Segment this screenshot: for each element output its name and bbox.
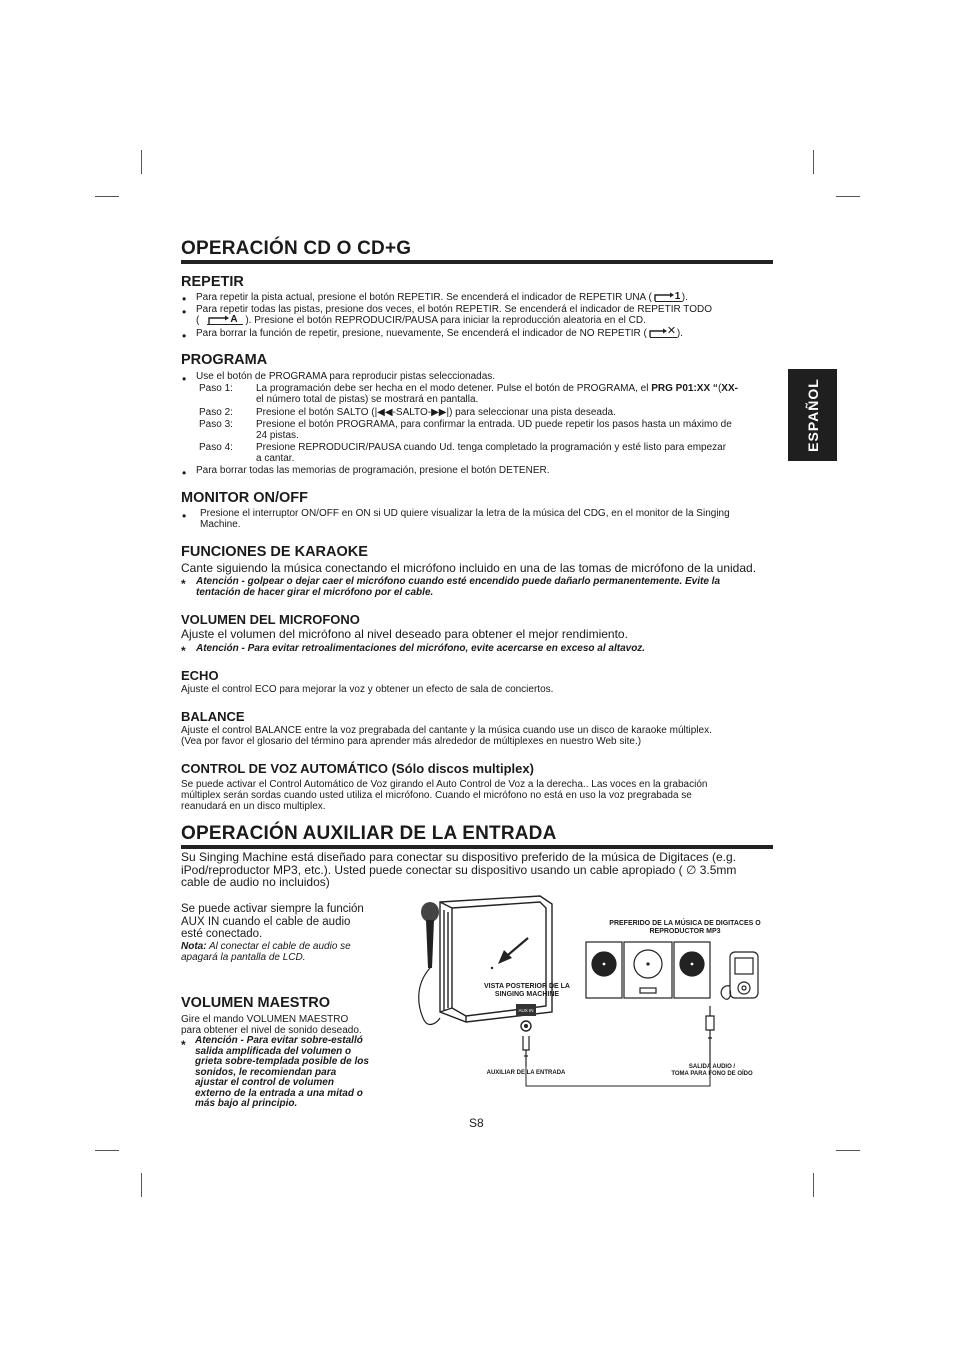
monitor-line2: Machine.: [200, 519, 241, 530]
karaoke-text: Cante siguiendo la música conectando el micrófono incluido en una de las tomas de micrófono de la unidad.: [181, 561, 757, 575]
bullet: •: [182, 329, 187, 343]
aux-note-line2: apagará la pantalla de LCD.: [181, 952, 306, 963]
step-3-text: [256, 419, 773, 441]
stereo-system-illustration: [586, 942, 710, 998]
microphone-illustration: [419, 902, 440, 1024]
step-label: Paso 3:: [199, 419, 233, 430]
singing-machine-rear-illustration: [440, 896, 552, 1022]
vm-warning-line: Atención - Para evitar sobre-estalló: [195, 1035, 363, 1046]
aux-note-line1: [181, 941, 386, 952]
asterisk: *: [181, 577, 186, 591]
step-label: Paso 4:: [199, 442, 233, 453]
repetir-bullet-1-text: Para repetir la pista actual, presione el botón REPETIR. Se encenderá el indicador de REPETIR UNA (: [196, 292, 652, 303]
step-3-line2: 24 pistas.: [256, 430, 299, 441]
step-1-mid: (: [717, 383, 722, 394]
paren-open: (: [196, 315, 200, 326]
crop-mark: [836, 1150, 860, 1151]
language-tab: [788, 369, 837, 461]
heading-balance: BALANCE: [181, 709, 245, 724]
bullet: •: [182, 466, 187, 480]
step-3-line1: Presione el botón PROGRAMA, para confirmar la entrada. UD puede repetir los pasos hasta un máximo de: [256, 419, 732, 430]
volumen-maestro-line1: Gire el mando VOLUMEN MAESTRO: [181, 1014, 349, 1025]
balance-line2: (Vea por favor el glosario del término para aprender más alrededor de múltiplexes en nuestro Web site.): [181, 736, 642, 747]
heading-volumen-maestro: VOLUMEN MAESTRO: [181, 995, 331, 1011]
repetir-bullet-1-end: ).: [681, 292, 688, 303]
volumen-maestro-text: [181, 1014, 386, 1036]
repetir-bullet-1: [196, 292, 776, 303]
step-1-line2: el número total de pistas) se mostrará en pantalla.: [256, 394, 479, 405]
label-preferred-device: PREFERIDO DE LA MÚSICA DE DIGITACES O REPRODUCTOR MP3: [609, 920, 761, 935]
step-1-bold: PRG P01:XX “: [651, 383, 718, 394]
vm-warning-line: ajustar el control de volumen: [195, 1077, 334, 1088]
balance-line1: Ajuste el control BALANCE entre la voz pregrabada del cantante y la música cuando use un disco de karaoke múltiplex.: [181, 725, 712, 736]
label-audio-out-line2: TOMA PARA FONO DE OÍDO: [671, 1071, 753, 1077]
volumen-mic-text: Ajuste el volumen del micrófono al nivel deseado para obtener el mejor rendimiento.: [181, 627, 628, 641]
aux-in-label: AUX IN: [518, 1008, 534, 1013]
step-4-line1: Presione REPRODUCIR/PAUSA cuando Ud. tenga completado la programación y esté listo para empezar: [256, 442, 727, 453]
aux-note-text: Al conectar el cable de audio se: [206, 941, 351, 952]
repetir-bullet-3: [196, 325, 776, 339]
label-audio-out-line1: SALIDA AUDIO /: [688, 1064, 736, 1070]
programa-clear: Para borrar todas las memorias de programación, presione el botón DETENER.: [196, 465, 550, 476]
aux-activate-line3: esté conectado.: [181, 928, 263, 940]
heading-karaoke: FUNCIONES DE KARAOKE: [181, 544, 368, 560]
label-audio-out: [660, 1064, 764, 1078]
label-aux-input: AUXILIAR DE LA ENTRADA: [486, 1070, 566, 1076]
control-voz-line2: múltiplex serán sordas cuando usted utiliza el micrófono. Cuando el micrófono no está en uso la voz pregrabada se: [181, 790, 692, 801]
repetir-bullet-2: [196, 304, 773, 326]
no-repeat-glyph: ✕: [666, 325, 677, 338]
aux-note: [181, 941, 386, 963]
heading-volumen-mic: VOLUMEN DEL MICROFONO: [181, 612, 360, 627]
step-1-text: [256, 383, 773, 405]
aux-intro-line3: cable de audio no incluidos): [181, 875, 330, 889]
control-voz-line1: Se puede activar el Control Automático de Voz girando el Auto Control de Voz a la derecha.. Las voces en la grabación: [181, 779, 708, 790]
control-voz-text: [181, 779, 773, 812]
aux-intro-line1: Su Singing Machine está diseñado para conectar su dispositivo preferido de la música de Digitaces (e.g.: [181, 850, 736, 864]
label-rear-view: VISTA POSTERIOR DE LA SINGING MACHINE: [484, 983, 570, 998]
page-number: S8: [469, 1116, 484, 1130]
crop-mark: [141, 150, 142, 174]
repetir-bullet-2-line2: [196, 315, 773, 326]
heading-echo: ECHO: [181, 668, 219, 683]
step-label: Paso 2:: [199, 407, 233, 418]
repeat-all-glyph: A: [230, 314, 238, 326]
repetir-bullet-3-text: Para borrar la función de repetir, presione, nuevamente, Se encenderá el indicador de NO REPETIR (: [196, 328, 647, 339]
vm-warning-line: grieta sobre-templada posible de los: [195, 1056, 369, 1067]
aux-activate-line1: Se puede activar siempre la función: [181, 903, 364, 915]
volumen-mic-warning: Atención - Para evitar retroalimentaciones del micrófono, evite acercarse en exceso al altavoz.: [196, 643, 646, 654]
aux-note-label: Nota:: [181, 941, 207, 952]
audio-plug-left: [523, 1036, 529, 1066]
vm-warning-line: externo de la entrada a una mitad o: [195, 1087, 363, 1099]
step-1-text-pre: La programación debe ser hecha en el modo detener. Pulse el botón de PROGRAMA, el: [256, 383, 652, 394]
bullet: •: [182, 305, 187, 319]
repeat-one-icon: [652, 292, 682, 302]
aux-intro-line2: iPod/reproductor MP3, etc.). Usted puede conectar su dispositivo usando un cable apropiado ( ∅ 3.5mm: [181, 862, 737, 877]
control-voz-line3: reanudará en un disco multiplex.: [181, 801, 326, 812]
programa-intro: Use el botón de PROGRAMA para reproducir pistas seleccionadas.: [196, 371, 496, 382]
monitor-text: [200, 508, 773, 530]
crop-mark: [95, 196, 119, 197]
crop-mark: [813, 150, 814, 174]
repetir-bullet-3-end: ).: [676, 328, 683, 339]
repetir-bullet-2-line1: Para repetir todas las pistas, presione dos veces, el botón REPETIR. Se encenderá el indicador de REPETIR TODO: [196, 304, 713, 315]
bullet: •: [182, 372, 187, 386]
echo-text: Ajuste el control ECO para mejorar la voz y obtener un efecto de sala de conciertos.: [181, 684, 554, 695]
heading-programa: PROGRAMA: [181, 352, 268, 368]
aux-activate-text: [181, 903, 386, 941]
aux-activate-line2: AUX IN cuando el cable de audio: [181, 915, 351, 928]
crop-mark: [813, 1173, 814, 1197]
no-repeat-icon: [647, 325, 677, 338]
bullet: •: [182, 509, 187, 523]
heading-control-voz: CONTROL DE VOZ AUTOMÁTICO (Sólo discos multiplex): [181, 761, 534, 776]
step-label: Paso 1:: [199, 383, 233, 394]
crop-mark: [141, 1173, 142, 1197]
mp3-player-illustration: [706, 952, 758, 1048]
step-1-line1: [256, 383, 773, 394]
vm-warning-line: salida amplificada del volumen o: [195, 1045, 352, 1057]
asterisk: *: [181, 1038, 186, 1052]
section-title-cd: OPERACIÓN CD O CD+G: [181, 238, 773, 264]
monitor-line1: Presione el interruptor ON/OFF en ON si UD quiere visualizar la letra de la música del CDG, en el monitor de la Singing: [200, 508, 730, 519]
repeat-one-glyph: 1: [674, 291, 681, 303]
aux-jack-center: [524, 1024, 528, 1028]
language-tab-label: ESPAÑOL: [804, 378, 821, 452]
jack-dot: [491, 967, 493, 969]
karaoke-warning-line1: Atención - golpear o dejar caer el micrófono cuando esté encendido puede dañarlo permanentemente. Evite la: [196, 576, 721, 587]
repeat-all-icon: [199, 315, 245, 325]
crop-mark: [95, 1150, 119, 1151]
step-4-text: [256, 442, 773, 464]
karaoke-warning: [196, 576, 773, 598]
vm-warning-line: más bajo al principio.: [195, 1098, 298, 1109]
vm-warning-line: sonidos, le recomiendan para: [195, 1066, 337, 1078]
volumen-maestro-line2: para obtener el nivel de sonido deseado.: [181, 1025, 362, 1036]
heading-monitor: MONITOR ON/OFF: [181, 490, 309, 506]
section-title-aux: OPERACIÓN AUXILIAR DE LA ENTRADA: [181, 823, 773, 849]
balance-text: [181, 725, 773, 747]
step-4-line2: a cantar.: [256, 453, 295, 464]
asterisk: *: [181, 644, 186, 658]
heading-repetir: REPETIR: [181, 274, 244, 290]
volumen-maestro-warning: [195, 1036, 386, 1110]
crop-mark: [836, 196, 860, 197]
step-2-text: Presione el botón SALTO (|◀◀-SALTO-▶▶|) para seleccionar una pista deseada.: [256, 407, 616, 418]
bullet: •: [182, 292, 187, 306]
step-1-bold2: XX-: [721, 383, 738, 394]
karaoke-warning-line2: tentación de hacer girar el micrófono por el cable.: [196, 587, 434, 598]
aux-intro: [181, 851, 773, 889]
repetir-bullet-2-text: ). Presione el botón REPRODUCIR/PAUSA para iniciar la reproducción aleatoria en el CD.: [245, 315, 646, 326]
